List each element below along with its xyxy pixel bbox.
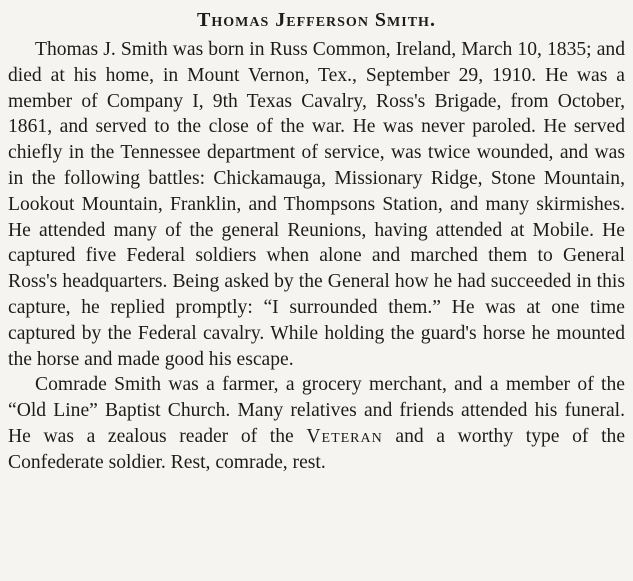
veteran-publication-name: Veteran <box>306 425 383 447</box>
paragraph-2-text-before: Comrade Smith was a farmer, a grocery merchant, and a member of the “Old Line” Baptist Church. Many relatives and friends attended his funeral. He was a zealous reader of the <box>8 374 625 447</box>
obituary-paragraph-1: Thomas J. Smith was born in Russ Common, Ireland, March 10, 1835; and died at his home, in Mount Vernon, Tex., September 29, 1910. He was a member of Company I, 9th Texas Cavalry, Ross's Brigade, from October, 1861, and served to the close of the war. He was never paroled. He served chiefly in the Tennessee department of service, was twice wounded, and was in the following battles: Chickamauga, Missionary Ridge, Stone Mountain, Lookout Mountain, Franklin, and Thompsons Station, and many skirmishes. He attended many of the general Reunions, having attended at Mobile. He captured five Federal soldiers when alone and marched them to General Ross's headquarters. Being asked by the General how he had succeeded in this capture, he replied promptly: “I surrounded them.” He was at one time captured by the Federal cavalry. While holding the guard's horse he mounted the horse and made good his escape. <box>8 39 625 370</box>
paragraph-2-text-after: and a worthy type of the Confederate soldier. Rest, comrade, rest. <box>8 425 626 473</box>
obituary-paragraph-2 <box>8 372 625 475</box>
obituary-title: Thomas Jefferson Smith. <box>197 9 436 31</box>
